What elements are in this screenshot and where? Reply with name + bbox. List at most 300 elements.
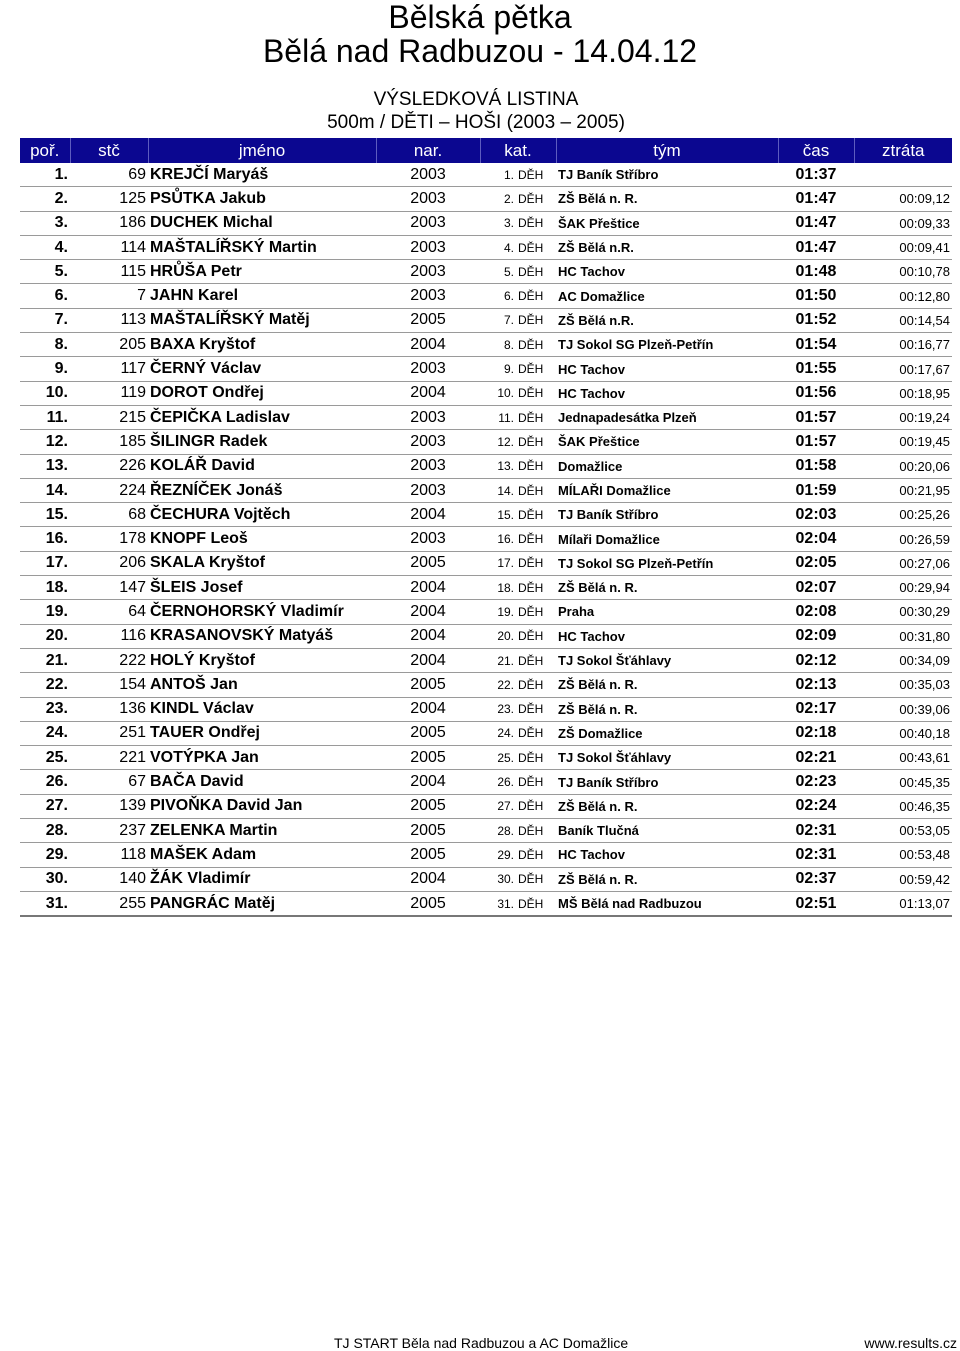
result-rank: 15. (20, 503, 70, 527)
result-rank: 11. (20, 405, 70, 429)
result-team: ZŠ Bělá n. R. (556, 187, 778, 211)
result-loss: 00:59,42 (854, 867, 952, 891)
results-list-title: VÝSLEDKOVÁ LISTINA (373, 89, 579, 110)
footer-organizer: TJ START Běla nad Radbuzou a AC Domažlice (334, 1335, 629, 1351)
result-rank: 17. (20, 551, 70, 575)
result-category-rank: 6. (480, 284, 516, 308)
result-time: 01:47 (778, 211, 854, 235)
result-team: TJ Sokol SG Plzeň-Petřín (556, 551, 778, 575)
result-bib: 222 (70, 648, 148, 672)
result-time: 02:05 (778, 551, 854, 575)
result-birth-year: 2003 (376, 260, 480, 284)
result-team: ZŠ Bělá n.R. (556, 235, 778, 259)
result-category: DĚH (516, 454, 556, 478)
result-team: TJ Baník Stříbro (556, 503, 778, 527)
result-team: HC Tachov (556, 381, 778, 405)
result-team: TJ Sokol Šťáhlavy (556, 746, 778, 770)
result-loss: 00:10,78 (854, 260, 952, 284)
result-category: DĚH (516, 673, 556, 697)
result-name: KINDL Václav (148, 697, 376, 721)
result-name: ŠILINGR Radek (148, 430, 376, 454)
result-rank: 6. (20, 284, 70, 308)
result-rank: 3. (20, 211, 70, 235)
result-time: 01:59 (778, 478, 854, 502)
result-birth-year: 2003 (376, 211, 480, 235)
result-category-rank: 3. (480, 211, 516, 235)
result-name: SKALA Kryštof (148, 551, 376, 575)
result-category: DĚH (516, 381, 556, 405)
result-category-rank: 2. (480, 187, 516, 211)
result-name: BAXA Kryštof (148, 333, 376, 357)
result-rank: 22. (20, 673, 70, 697)
result-loss: 00:35,03 (854, 673, 952, 697)
result-time: 02:23 (778, 770, 854, 794)
result-rank: 24. (20, 721, 70, 745)
result-category: DĚH (516, 527, 556, 551)
result-birth-year: 2005 (376, 819, 480, 843)
header-bib: stč (70, 138, 148, 163)
result-name: MAŠTALÍŘSKÝ Matěj (148, 308, 376, 332)
result-birth-year: 2005 (376, 673, 480, 697)
result-loss: 00:21,95 (854, 478, 952, 502)
result-time: 02:03 (778, 503, 854, 527)
result-loss: 00:29,94 (854, 576, 952, 600)
result-loss: 00:19,45 (854, 430, 952, 454)
result-category-rank: 13. (480, 454, 516, 478)
result-team: AC Domažlice (556, 284, 778, 308)
result-team: ŠAK Přeštice (556, 430, 778, 454)
result-birth-year: 2004 (376, 576, 480, 600)
result-bib: 226 (70, 454, 148, 478)
result-rank: 19. (20, 600, 70, 624)
header-loss: ztráta (854, 138, 952, 163)
result-category-rank: 4. (480, 235, 516, 259)
result-team: HC Tachov (556, 260, 778, 284)
result-loss: 00:53,48 (854, 843, 952, 867)
result-time: 02:17 (778, 697, 854, 721)
table-row (20, 600, 952, 624)
result-bib: 178 (70, 527, 148, 551)
result-team: TJ Sokol SG Plzeň-Petřín (556, 333, 778, 357)
result-loss (854, 163, 952, 187)
result-birth-year: 2004 (376, 503, 480, 527)
result-time: 01:47 (778, 235, 854, 259)
result-rank: 1. (20, 163, 70, 187)
result-loss: 00:31,80 (854, 624, 952, 648)
result-name: PSŮTKA Jakub (148, 187, 376, 211)
result-time: 02:09 (778, 624, 854, 648)
result-time: 01:58 (778, 454, 854, 478)
result-rank: 9. (20, 357, 70, 381)
result-rank: 12. (20, 430, 70, 454)
result-team: Domažlice (556, 454, 778, 478)
result-team: HC Tachov (556, 843, 778, 867)
result-category: DĚH (516, 697, 556, 721)
result-category-rank: 25. (480, 746, 516, 770)
table-row (20, 527, 952, 551)
result-category: DĚH (516, 770, 556, 794)
event-place-date: Bělá nad Radbuzou - 14.04.12 (262, 33, 698, 69)
result-loss: 00:17,67 (854, 357, 952, 381)
result-bib: 114 (70, 235, 148, 259)
result-rank: 26. (20, 770, 70, 794)
result-rank: 25. (20, 746, 70, 770)
result-bib: 185 (70, 430, 148, 454)
result-rank: 4. (20, 235, 70, 259)
result-time: 01:57 (778, 405, 854, 429)
results-table (20, 138, 952, 917)
result-category: DĚH (516, 843, 556, 867)
result-category-rank: 28. (480, 819, 516, 843)
result-loss: 00:43,61 (854, 746, 952, 770)
result-bib: 117 (70, 357, 148, 381)
result-birth-year: 2003 (376, 235, 480, 259)
result-category: DĚH (516, 235, 556, 259)
result-time: 02:31 (778, 819, 854, 843)
result-loss: 00:14,54 (854, 308, 952, 332)
table-row (20, 430, 952, 454)
result-loss: 00:45,35 (854, 770, 952, 794)
result-name: ČECHURA Vojtěch (148, 503, 376, 527)
result-time: 02:51 (778, 891, 854, 916)
table-row (20, 819, 952, 843)
result-loss: 00:39,06 (854, 697, 952, 721)
result-birth-year: 2005 (376, 551, 480, 575)
result-category-rank: 21. (480, 648, 516, 672)
result-name: HOLÝ Kryštof (148, 648, 376, 672)
result-birth-year: 2005 (376, 794, 480, 818)
result-name: ANTOŠ Jan (148, 673, 376, 697)
result-category: DĚH (516, 405, 556, 429)
result-category: DĚH (516, 211, 556, 235)
result-rank: 28. (20, 819, 70, 843)
result-bib: 221 (70, 746, 148, 770)
result-birth-year: 2004 (376, 624, 480, 648)
result-category-rank: 26. (480, 770, 516, 794)
result-loss: 00:18,95 (854, 381, 952, 405)
result-category: DĚH (516, 746, 556, 770)
result-category: DĚH (516, 333, 556, 357)
result-time: 01:54 (778, 333, 854, 357)
result-time: 01:52 (778, 308, 854, 332)
result-rank: 14. (20, 478, 70, 502)
result-loss: 00:27,06 (854, 551, 952, 575)
result-loss: 00:53,05 (854, 819, 952, 843)
result-category: DĚH (516, 308, 556, 332)
footer-website: www.results.cz (864, 1335, 957, 1351)
result-bib: 147 (70, 576, 148, 600)
result-bib: 68 (70, 503, 148, 527)
result-team: ZŠ Bělá n. R. (556, 673, 778, 697)
result-name: KREJČÍ Maryáš (148, 163, 376, 187)
result-bib: 251 (70, 721, 148, 745)
result-team: MŠ Bělá nad Radbuzou (556, 891, 778, 916)
result-rank: 10. (20, 381, 70, 405)
result-team: HC Tachov (556, 357, 778, 381)
result-category-rank: 19. (480, 600, 516, 624)
result-category-rank: 24. (480, 721, 516, 745)
result-rank: 8. (20, 333, 70, 357)
result-loss: 00:20,06 (854, 454, 952, 478)
result-birth-year: 2004 (376, 867, 480, 891)
result-category-rank: 12. (480, 430, 516, 454)
table-row (20, 673, 952, 697)
result-time: 01:48 (778, 260, 854, 284)
result-loss: 00:26,59 (854, 527, 952, 551)
result-category-rank: 1. (480, 163, 516, 187)
result-birth-year: 2003 (376, 430, 480, 454)
header-time: čas (778, 138, 854, 163)
result-bib: 67 (70, 770, 148, 794)
result-team: Baník Tlučná (556, 819, 778, 843)
header-team: tým (556, 138, 778, 163)
result-time: 01:55 (778, 357, 854, 381)
result-birth-year: 2004 (376, 770, 480, 794)
result-rank: 16. (20, 527, 70, 551)
result-category: DĚH (516, 503, 556, 527)
result-rank: 20. (20, 624, 70, 648)
results-body (20, 163, 952, 916)
result-rank: 2. (20, 187, 70, 211)
result-name: PANGRÁC Matěj (148, 891, 376, 916)
result-category: DĚH (516, 478, 556, 502)
result-name: ČEPIČKA Ladislav (148, 405, 376, 429)
result-team: Praha (556, 600, 778, 624)
result-bib: 224 (70, 478, 148, 502)
result-loss: 00:46,35 (854, 794, 952, 818)
result-bib: 113 (70, 308, 148, 332)
result-category: DĚH (516, 794, 556, 818)
result-category: DĚH (516, 891, 556, 916)
table-row (20, 211, 952, 235)
result-time: 02:37 (778, 867, 854, 891)
result-bib: 136 (70, 697, 148, 721)
result-birth-year: 2003 (376, 284, 480, 308)
result-name: DOROT Ondřej (148, 381, 376, 405)
result-name: HRŮŠA Petr (148, 260, 376, 284)
result-team: Jednapadesátka Plzeň (556, 405, 778, 429)
result-bib: 206 (70, 551, 148, 575)
result-name: ŠLEIS Josef (148, 576, 376, 600)
table-row (20, 235, 952, 259)
result-category-rank: 31. (480, 891, 516, 916)
event-name: Bělská pětka (388, 0, 572, 35)
table-row (20, 891, 952, 916)
result-category: DĚH (516, 624, 556, 648)
result-category: DĚH (516, 357, 556, 381)
result-rank: 5. (20, 260, 70, 284)
result-bib: 205 (70, 333, 148, 357)
result-time: 02:18 (778, 721, 854, 745)
result-category-rank: 14. (480, 478, 516, 502)
result-time: 02:21 (778, 746, 854, 770)
result-category-rank: 22. (480, 673, 516, 697)
result-team: ZŠ Bělá n. R. (556, 576, 778, 600)
result-name: ČERNOHORSKÝ Vladimír (148, 600, 376, 624)
result-birth-year: 2005 (376, 891, 480, 916)
result-team: TJ Baník Stříbro (556, 163, 778, 187)
result-bib: 139 (70, 794, 148, 818)
table-row (20, 357, 952, 381)
result-rank: 13. (20, 454, 70, 478)
result-category: DĚH (516, 576, 556, 600)
result-name: KNOPF Leoš (148, 527, 376, 551)
result-bib: 115 (70, 260, 148, 284)
result-time: 01:56 (778, 381, 854, 405)
result-birth-year: 2005 (376, 843, 480, 867)
table-row (20, 333, 952, 357)
result-bib: 237 (70, 819, 148, 843)
result-bib: 7 (70, 284, 148, 308)
result-birth-year: 2005 (376, 746, 480, 770)
result-team: ZŠ Domažlice (556, 721, 778, 745)
table-header-row (20, 138, 952, 163)
result-category: DĚH (516, 284, 556, 308)
result-loss: 00:12,80 (854, 284, 952, 308)
result-rank: 18. (20, 576, 70, 600)
result-loss: 00:40,18 (854, 721, 952, 745)
table-row (20, 454, 952, 478)
result-rank: 29. (20, 843, 70, 867)
result-bib: 140 (70, 867, 148, 891)
result-time: 02:04 (778, 527, 854, 551)
result-category-rank: 20. (480, 624, 516, 648)
result-category-rank: 18. (480, 576, 516, 600)
result-category-rank: 5. (480, 260, 516, 284)
result-category-rank: 15. (480, 503, 516, 527)
result-rank: 21. (20, 648, 70, 672)
result-time: 02:13 (778, 673, 854, 697)
result-time: 02:08 (778, 600, 854, 624)
result-name: BAČA David (148, 770, 376, 794)
result-loss: 00:09,12 (854, 187, 952, 211)
result-loss: 00:19,24 (854, 405, 952, 429)
result-category-rank: 9. (480, 357, 516, 381)
result-category: DĚH (516, 260, 556, 284)
table-row (20, 794, 952, 818)
result-time: 01:57 (778, 430, 854, 454)
table-row (20, 163, 952, 187)
result-category-rank: 16. (480, 527, 516, 551)
result-rank: 23. (20, 697, 70, 721)
result-bib: 255 (70, 891, 148, 916)
result-name: PIVOŇKA David Jan (148, 794, 376, 818)
table-row (20, 260, 952, 284)
result-loss: 00:30,29 (854, 600, 952, 624)
result-birth-year: 2004 (376, 697, 480, 721)
result-birth-year: 2003 (376, 454, 480, 478)
result-team: TJ Sokol Šťáhlavy (556, 648, 778, 672)
result-time: 02:24 (778, 794, 854, 818)
result-bib: 116 (70, 624, 148, 648)
result-name: DUCHEK Michal (148, 211, 376, 235)
result-time: 01:47 (778, 187, 854, 211)
result-team: HC Tachov (556, 624, 778, 648)
table-row (20, 478, 952, 502)
result-category-rank: 7. (480, 308, 516, 332)
result-name: TAUER Ondřej (148, 721, 376, 745)
table-row (20, 770, 952, 794)
table-row (20, 697, 952, 721)
table-row (20, 308, 952, 332)
result-birth-year: 2005 (376, 721, 480, 745)
result-loss: 01:13,07 (854, 891, 952, 916)
result-time: 02:12 (778, 648, 854, 672)
result-birth-year: 2004 (376, 381, 480, 405)
result-category-rank: 30. (480, 867, 516, 891)
result-team: Mílaři Domažlice (556, 527, 778, 551)
result-rank: 31. (20, 891, 70, 916)
result-time: 01:50 (778, 284, 854, 308)
result-bib: 186 (70, 211, 148, 235)
result-name: KOLÁŘ David (148, 454, 376, 478)
result-category-rank: 29. (480, 843, 516, 867)
result-birth-year: 2003 (376, 357, 480, 381)
result-bib: 215 (70, 405, 148, 429)
result-team: MÍLAŘI Domažlice (556, 478, 778, 502)
result-birth-year: 2004 (376, 600, 480, 624)
result-loss: 00:16,77 (854, 333, 952, 357)
result-bib: 125 (70, 187, 148, 211)
result-team: ŠAK Přeštice (556, 211, 778, 235)
result-time: 02:31 (778, 843, 854, 867)
result-name: MAŠEK Adam (148, 843, 376, 867)
table-row (20, 187, 952, 211)
result-bib: 118 (70, 843, 148, 867)
result-birth-year: 2003 (376, 187, 480, 211)
result-loss: 00:25,26 (854, 503, 952, 527)
result-name: MAŠTALÍŘSKÝ Martin (148, 235, 376, 259)
table-row (20, 721, 952, 745)
result-name: ŘEZNÍČEK Jonáš (148, 478, 376, 502)
result-time: 02:07 (778, 576, 854, 600)
result-team: ZŠ Bělá n. R. (556, 697, 778, 721)
result-loss: 00:09,33 (854, 211, 952, 235)
result-birth-year: 2004 (376, 333, 480, 357)
result-name: JAHN Karel (148, 284, 376, 308)
table-row (20, 624, 952, 648)
table-row (20, 551, 952, 575)
result-category-rank: 17. (480, 551, 516, 575)
result-category: DĚH (516, 430, 556, 454)
header-year: nar. (376, 138, 480, 163)
result-birth-year: 2003 (376, 163, 480, 187)
result-bib: 119 (70, 381, 148, 405)
result-rank: 30. (20, 867, 70, 891)
result-category: DĚH (516, 819, 556, 843)
result-category: DĚH (516, 187, 556, 211)
result-category-rank: 27. (480, 794, 516, 818)
table-row (20, 867, 952, 891)
result-category-rank: 10. (480, 381, 516, 405)
table-row (20, 746, 952, 770)
result-bib: 64 (70, 600, 148, 624)
result-team: TJ Baník Stříbro (556, 770, 778, 794)
table-row (20, 405, 952, 429)
result-loss: 00:09,41 (854, 235, 952, 259)
category-title: 500m / DĚTI – HOŠI (2003 – 2005) (327, 112, 625, 133)
result-team: ZŠ Bělá n.R. (556, 308, 778, 332)
result-bib: 154 (70, 673, 148, 697)
result-category-rank: 8. (480, 333, 516, 357)
header-rank: poř. (20, 138, 70, 163)
result-category: DĚH (516, 867, 556, 891)
result-category: DĚH (516, 648, 556, 672)
result-category-rank: 11. (480, 405, 516, 429)
result-category-rank: 23. (480, 697, 516, 721)
result-category: DĚH (516, 551, 556, 575)
result-name: ŽÁK Vladimír (148, 867, 376, 891)
